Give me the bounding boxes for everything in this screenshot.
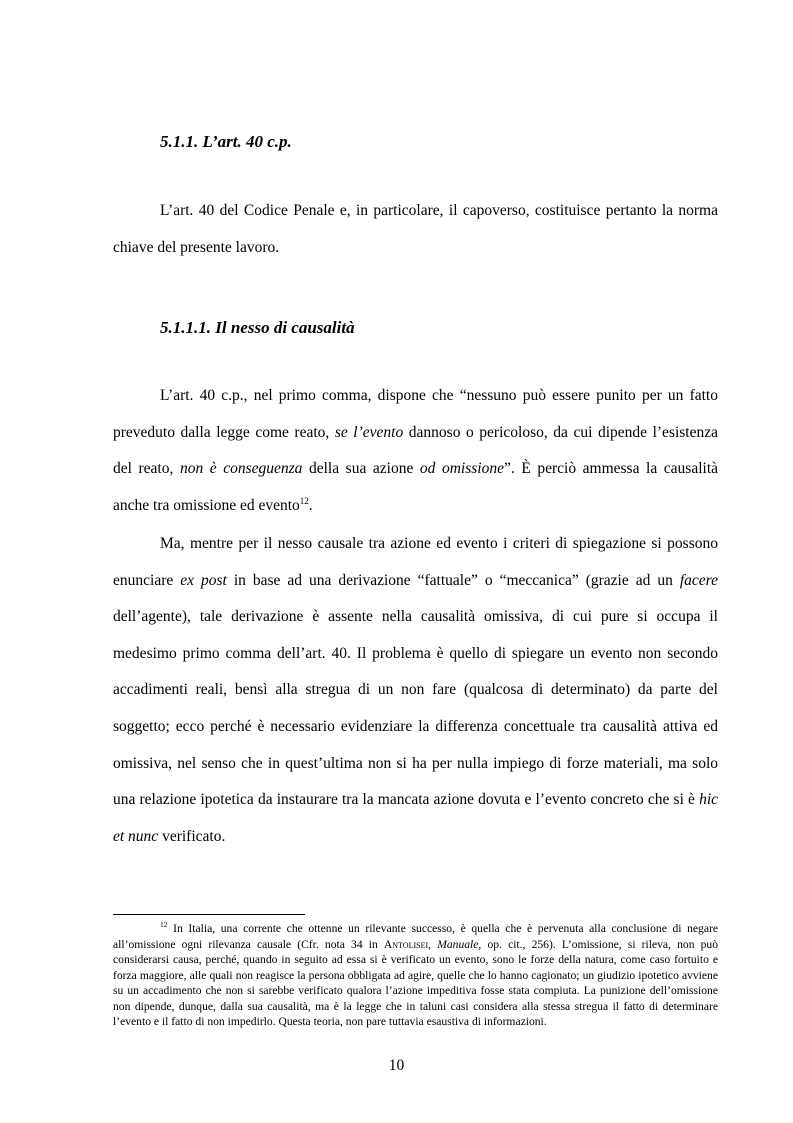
paragraph-nesso-causalita	[113, 378, 718, 524]
text-run: .	[308, 496, 313, 514]
text-run: L’art. 40 c.p., nel primo comma, dispone che “nessuno può essere punito per un fatto preveduto dalla legge come reato,	[113, 387, 718, 441]
text-run: in base ad una derivazione “fattuale” o “meccanica” (grazie ad un	[226, 571, 680, 589]
text-run: dannoso o pericoloso, da cui dipende l’esistenza del reato,	[113, 423, 718, 478]
section-heading-5-1-1: 5.1.1. L’art. 40 c.p.	[160, 132, 292, 151]
text-run: ”. È perciò ammessa la causalità anche tra omissione ed evento	[113, 460, 719, 514]
text-run: , op. cit., 256). L’omissione, si rileva, non può considerarsi causa, perché, quando in seguito ad essa si è verificato un evento, sono le forze della natura, come caso fortuito e forza maggiore, alle quali non reagisce la persona obbligata ad agire, quelle che lo hanno cagionato; un giudizio ipotetico avviene su un accadimento che non si sarebbe verificato qualora l’azione impeditiva fosse stata compiuta. La punizione dell’omissione non dipende, dunque, dalla sua causalità, ma è la legge che in taluni casi considera alla stessa stregua il fatto di determinare l’evento e il fatto di non impedirlo. Questa teoria, non pare tuttavia esaustiva di informazioni.	[113, 937, 719, 1028]
italic-run: se l’evento	[334, 423, 404, 441]
text-run: della sua azione	[302, 460, 420, 478]
text-run: verificato.	[158, 827, 226, 845]
page-number: 10	[388, 1057, 405, 1074]
work-title: Manuale	[437, 937, 479, 951]
italic-run: non è conseguenza	[179, 460, 303, 478]
footnote-12	[113, 921, 718, 1030]
text-run: In Italia, una corrente che ottenne un rilevante successo, è quella che è pervenuta alla conclusione di negare all’omissione ogni rilevanza causale (Cfr. nota 34 in	[113, 922, 718, 951]
footnote-number: 12	[160, 920, 168, 930]
paragraph-causalita-omissiva	[113, 526, 718, 855]
text-run: ,	[428, 937, 438, 951]
footnote-separator	[113, 914, 305, 915]
text-run: dell’agente), tale derivazione è assente nella causalità omissiva, di cui pure si occupa il medesimo primo comma dell’art. 40. Il problema è quello di spiegare un evento non secondo accadimenti reali, bensì alla stregua di un non fare (qualcosa di determinato) da parte del soggetto; ecco perché è necessario evidenziare la differenza concettuale tra causalità attiva ed omissiva, nel senso che in quest’ultima non si ha per nulla impiego di forze materiali, ma solo una relazione ipotetica da instaurare tra la mancata azione dovuta e l’evento concreto che si è	[113, 608, 718, 809]
italic-run: hic et nunc	[113, 791, 718, 845]
section-heading-5-1-1-1: 5.1.1.1. Il nesso di causalità	[160, 318, 355, 337]
italic-run: ex post	[180, 571, 227, 589]
italic-run: od omissione	[419, 460, 504, 478]
text-run: Ma, mentre per il nesso causale tra azione ed evento i criteri di spiegazione si possono enunciare	[113, 535, 718, 589]
author-name: Antolisei	[383, 937, 429, 951]
footnote-reference[interactable]: 12	[299, 495, 309, 506]
paragraph-art-40: L’art. 40 del Codice Penale e, in particolare, il capoverso, costituisce pertanto la norma chiave del presente lavoro.	[113, 202, 718, 256]
italic-run: facere	[679, 571, 718, 589]
